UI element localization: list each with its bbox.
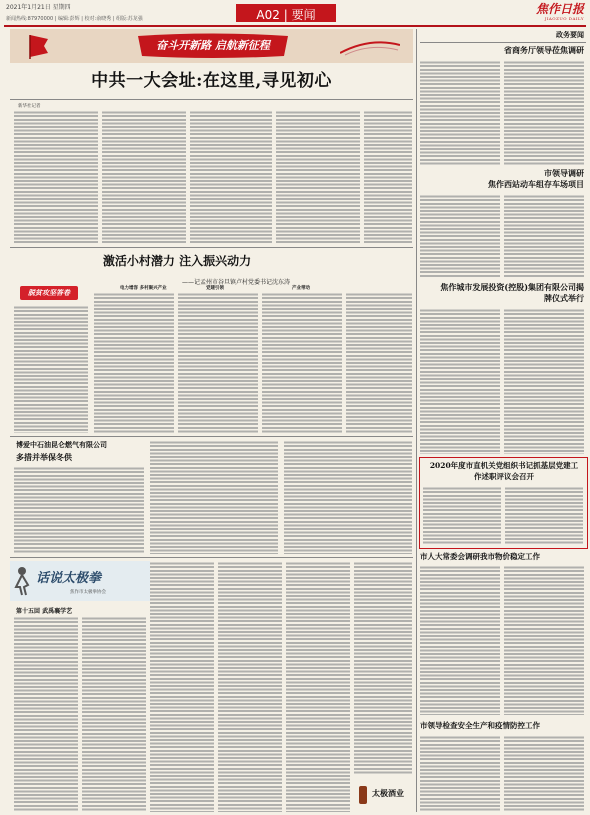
second-subtitle-text: ——记孟州市谷旦镇卢村党委书记沈东涛 xyxy=(181,279,290,286)
newspaper-logo xyxy=(520,3,584,23)
banner-decoration-icon xyxy=(340,35,400,57)
taiji-banner xyxy=(10,561,150,601)
main-article-col-2 xyxy=(102,110,186,245)
right-item-title: 焦作城市发展投资(控股)集团有限公司揭牌仪式举行 xyxy=(440,282,584,303)
right-item-body xyxy=(420,565,500,715)
banner-flag-icon xyxy=(28,33,50,59)
footer-ad xyxy=(354,778,412,812)
banner xyxy=(10,29,413,63)
right-item-body xyxy=(504,565,584,715)
main-article-col-3 xyxy=(190,110,272,245)
second-col-5 xyxy=(346,292,412,434)
center-article-col-2 xyxy=(284,440,412,554)
right-header-rule xyxy=(420,42,586,43)
right-item-body xyxy=(504,194,584,278)
right-item-title: 市领导检查安全生产和疫情防控工作 xyxy=(420,721,540,730)
subhead-2: 党建引领 xyxy=(206,286,224,291)
right-column-header xyxy=(420,29,586,41)
right-item-title: 焦作西站动车组存车场项目 xyxy=(488,179,584,189)
logo-text: 焦作日报 xyxy=(535,2,584,16)
taiji-col-2 xyxy=(82,616,146,812)
banner-slogan: 奋斗开新路 启航新征程 xyxy=(156,39,270,52)
main-title-rule xyxy=(10,99,413,100)
section-rule-2 xyxy=(10,436,413,437)
right-item-body xyxy=(504,735,584,812)
logo-en: JIAOZUO DAILY xyxy=(544,16,584,21)
banner-slogan-box xyxy=(138,33,288,59)
taiji-chapter: 第十五回 武禹襄学艺 xyxy=(16,608,73,615)
highlighted-story-body xyxy=(423,486,501,544)
ad-article-subtitle: 多措并举保冬供 xyxy=(16,452,72,462)
taiji-col-1 xyxy=(14,616,78,812)
taiji-sponsor: 焦作市太极拳协会 xyxy=(70,590,106,595)
main-byline: 新华社记者 xyxy=(18,104,41,109)
taiji-col-3 xyxy=(150,561,214,812)
column-tag-text: 脱贫攻坚答卷 xyxy=(28,288,70,297)
right-item-body xyxy=(420,308,500,454)
section-text: A02 | 要闻 xyxy=(256,8,316,22)
column-divider xyxy=(416,29,417,812)
right-item-body xyxy=(504,60,584,165)
second-col-3 xyxy=(178,292,258,434)
date-line: 2021年1月21日 星期四 xyxy=(6,4,71,11)
right-item-body xyxy=(420,194,500,278)
highlighted-story-title: 2020年度市直机关党组织书记抓基层党建工作述职评议会召开 xyxy=(429,461,579,481)
right-header-text: 政务要闻 xyxy=(556,30,584,39)
center-article-col-1 xyxy=(150,440,278,554)
taiji-col-5 xyxy=(286,561,350,812)
right-item-body xyxy=(420,735,500,812)
taiji-col-4 xyxy=(218,561,282,812)
second-col-4 xyxy=(262,292,342,434)
footer-ad-logo-icon xyxy=(356,784,370,806)
main-title-text: 中共一大会址:在这里,寻见初心 xyxy=(91,71,332,91)
column-tag xyxy=(20,286,78,300)
section-rule-3 xyxy=(10,557,413,558)
second-article-subtitle xyxy=(80,269,290,286)
section-label xyxy=(236,4,336,22)
section-rule-1 xyxy=(10,247,413,248)
right-item-body xyxy=(504,308,584,454)
masthead xyxy=(0,0,590,26)
second-article-title xyxy=(72,250,282,268)
taiji-col-6 xyxy=(354,561,412,775)
info-line: 新闻热线:87970000 | 编辑:彭辉 | 校对:俞晓秀 | 组版:苏龙强 xyxy=(6,16,143,22)
second-title-text: 激活小村潜力 注入振兴动力 xyxy=(102,254,252,268)
taiji-title: 话说太极拳 xyxy=(36,571,102,586)
right-item-title: 市领导调研 xyxy=(544,168,584,178)
main-article-col-1 xyxy=(14,110,98,245)
second-col-2 xyxy=(94,292,174,434)
right-item-title: 市人大常委会调研我市物价稳定工作 xyxy=(420,552,540,561)
masthead-rule xyxy=(4,25,586,27)
ad-article-title: 博爱中石油昆仑燃气有限公司 xyxy=(16,440,107,449)
right-item-body xyxy=(420,60,500,165)
second-col-1 xyxy=(14,305,88,433)
right-item-title: 省商务厅领导莅焦调研 xyxy=(504,45,584,55)
highlighted-story xyxy=(419,457,588,549)
footer-ad-brand: 太极酒业 xyxy=(372,788,404,798)
highlighted-story-body xyxy=(505,486,583,544)
ad-article-body xyxy=(14,466,144,554)
main-article-col-5 xyxy=(364,110,412,245)
taiji-illustration xyxy=(12,565,32,597)
subhead-1: 电力增容 多村聚兴产业 xyxy=(120,286,167,291)
main-article-col-4 xyxy=(276,110,360,245)
subhead-3: 产业带动 xyxy=(292,286,310,291)
main-article-title xyxy=(10,66,413,96)
